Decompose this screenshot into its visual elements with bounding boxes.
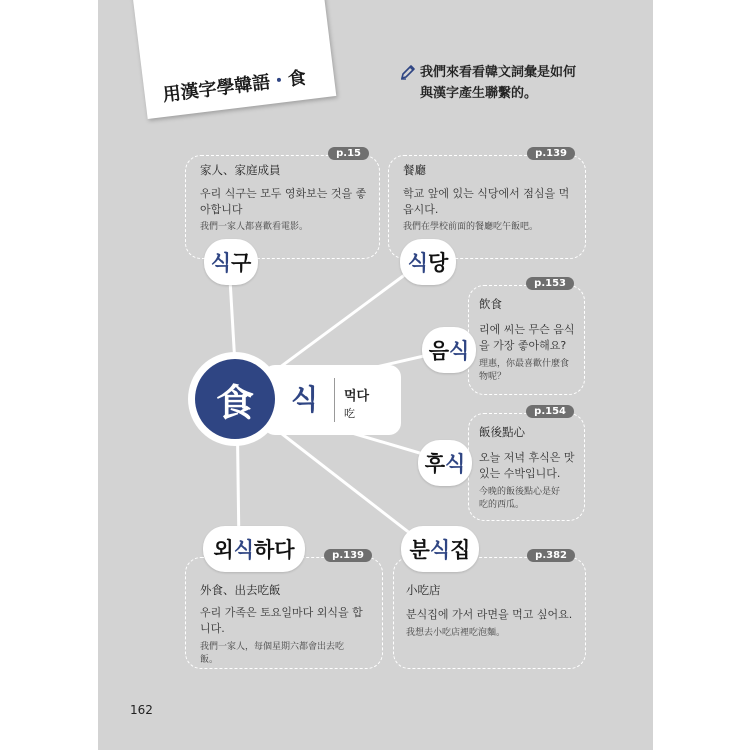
chinese-translation-1: 理惠，你最喜歡什麼食 bbox=[479, 359, 570, 369]
page-ref-badge: p.139 bbox=[527, 147, 575, 160]
card-bunsikjip bbox=[393, 550, 586, 669]
page-ref-badge: p.15 bbox=[328, 147, 369, 160]
card-heading: 外食、出去吃飯 bbox=[200, 583, 281, 597]
intro-line-1: 我們來看看韓文詞彙是如何 bbox=[420, 65, 577, 80]
chinese-translation-1: 我們在學校前面的餐廳吃午飯吧。 bbox=[403, 222, 539, 232]
korean-example-2: 있는 수박입니다. bbox=[479, 467, 561, 480]
card-eumsik bbox=[468, 278, 585, 395]
word-bubble-eumsik: 음 식 bbox=[422, 327, 476, 373]
korean-example-1: 우리 가족은 토요일마다 외식을 합 bbox=[200, 606, 363, 619]
korean-example-1: 학교 앞에 있는 식당에서 점심을 먹 bbox=[403, 187, 570, 200]
korean-example-1: 오늘 저녁 후식은 맛 bbox=[479, 451, 575, 464]
card-heading: 餐廳 bbox=[403, 163, 426, 177]
center-divider bbox=[334, 378, 335, 422]
korean-example-1: 분식집에 가서 라면을 먹고 싶어요. bbox=[406, 608, 573, 621]
card-heading: 小吃店 bbox=[406, 583, 441, 597]
page-ref-badge: p.382 bbox=[527, 549, 575, 562]
page-title: 用漢字學韓語・食 bbox=[161, 67, 308, 106]
chinese-translation-1: 今晚的飯後點心是好 bbox=[479, 487, 561, 497]
center-korean: 식 bbox=[291, 383, 319, 416]
chinese-translation-1: 我們一家人都喜歡看電影。 bbox=[200, 222, 309, 232]
card-heading: 家人、家庭成員 bbox=[200, 163, 281, 177]
title-hanja: 食 bbox=[286, 67, 308, 91]
page-ref-badge: p.154 bbox=[526, 405, 574, 418]
center-hanja-circle bbox=[188, 352, 282, 446]
intro-line-2: 與漢字產生聯繫的。 bbox=[420, 86, 538, 101]
korean-example-1: 우리 식구는 모두 영화보는 것을 좋 bbox=[200, 187, 367, 200]
korean-example-2: 을 가장 좋아해요? bbox=[479, 339, 567, 352]
word-bubble-sikgu: 식 구 bbox=[204, 239, 258, 285]
center-meaning-korean: 먹다 bbox=[344, 389, 370, 404]
korean-example-2: 읍시다. bbox=[403, 203, 439, 216]
korean-example-2: 니다. bbox=[200, 622, 225, 635]
korean-example-2: 아합니다 bbox=[200, 203, 243, 216]
chinese-translation-1: 我們一家人，每個星期六都會出去吃 bbox=[200, 642, 345, 652]
word-bubble-bunsikjip: 분 식 집 bbox=[401, 526, 479, 572]
word-bubble-oesikhada: 외 식 하다 bbox=[203, 526, 305, 572]
word-bubble-husik: 후 식 bbox=[418, 440, 472, 486]
center-hanja: 食 bbox=[195, 359, 275, 439]
card-husik bbox=[468, 406, 585, 521]
page-ref-badge: p.153 bbox=[526, 277, 574, 290]
card-heading: 飲食 bbox=[479, 297, 502, 311]
korean-example-1: 리에 씨는 무슨 음식 bbox=[479, 323, 575, 336]
title-dot: ・ bbox=[268, 69, 290, 93]
page-number: 162 bbox=[130, 703, 153, 717]
center-meaning-chinese: 吃 bbox=[344, 407, 355, 420]
center-meaning-box bbox=[263, 365, 401, 435]
chinese-translation-2: 飯。 bbox=[200, 655, 219, 665]
book-page bbox=[98, 0, 653, 750]
page-ref-badge: p.139 bbox=[324, 549, 372, 562]
word-bubble-sikdang: 식 당 bbox=[400, 239, 456, 285]
chinese-translation-2: 物呢？ bbox=[479, 372, 507, 382]
chinese-translation-1: 我想去小吃店裡吃泡麵。 bbox=[406, 628, 506, 638]
chinese-translation-2: 吃的西瓜。 bbox=[479, 500, 525, 510]
card-heading: 飯後點心 bbox=[479, 425, 525, 439]
